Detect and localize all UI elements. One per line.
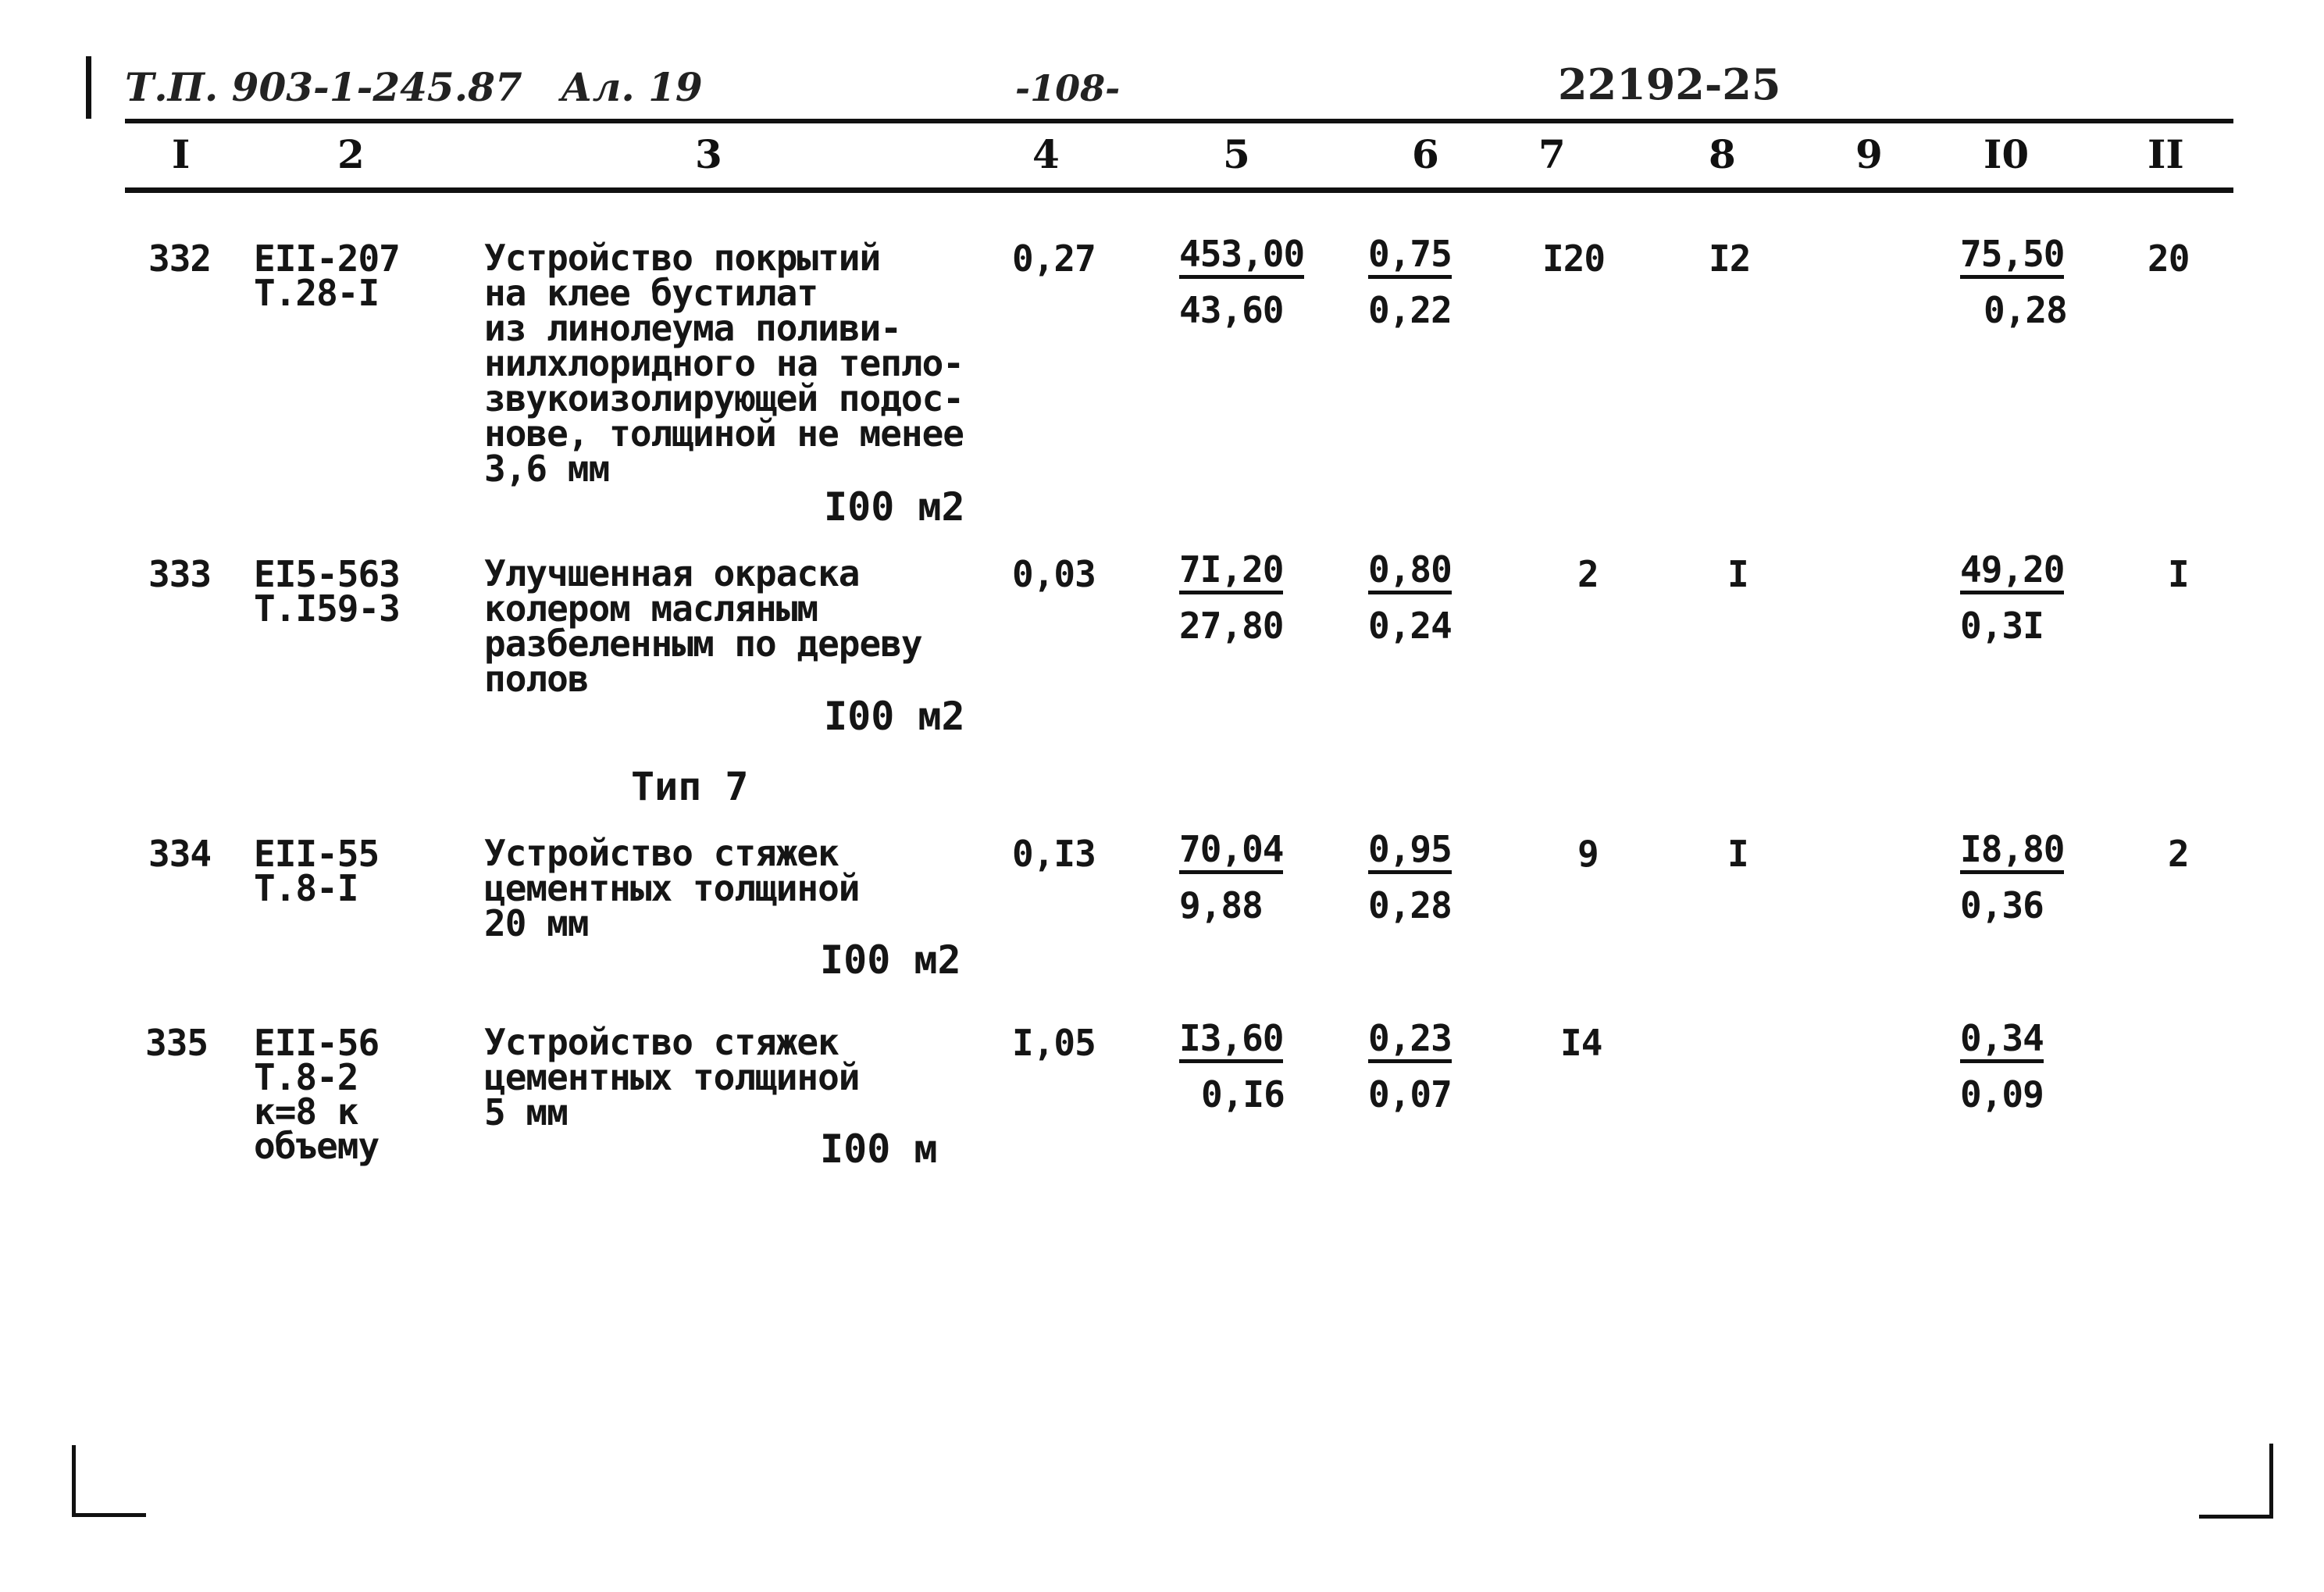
col11-value: 2 — [2168, 833, 2189, 875]
col8-value: I — [1727, 833, 1748, 875]
col-header-9: 9 — [1855, 131, 1883, 177]
norm-table: Т.8-2 — [254, 1056, 358, 1098]
col-header-4: 4 — [1032, 131, 1060, 177]
col5-denominator: 27,80 — [1179, 605, 1284, 647]
col5-denominator: 9,88 — [1179, 884, 1263, 926]
col10-numerator: 0,34 — [1960, 1020, 2044, 1063]
header-top-rule — [125, 119, 2233, 123]
col6-value — [1368, 548, 1452, 594]
col5-numerator: I3,60 — [1179, 1020, 1283, 1063]
col5-denominator: 0,I6 — [1201, 1073, 1285, 1115]
col5-value — [1179, 233, 1305, 279]
quantity: 0,27 — [1012, 237, 1096, 280]
col5-value — [1179, 548, 1284, 594]
norm-code: EII-56 — [254, 1022, 380, 1064]
col6-value — [1368, 1017, 1452, 1063]
col11-value: I — [2168, 553, 2189, 595]
col8-value: I2 — [1709, 237, 1751, 280]
col-header-1: I — [172, 131, 191, 177]
col7-value: I4 — [1560, 1022, 1602, 1064]
measure-unit: I00 м2 — [820, 937, 961, 983]
col-header-3: 3 — [695, 131, 722, 177]
norm-table: Т.28-I — [254, 272, 380, 314]
col8-value: I — [1727, 553, 1748, 595]
norm-code: EII-55 — [254, 833, 380, 875]
work-description: Улучшенная окраска колером масляным разбеленным по дереву полов — [484, 552, 922, 700]
col10-numerator: 49,20 — [1960, 551, 2064, 594]
col10-denominator: 0,36 — [1960, 884, 2044, 926]
work-description: Устройство стяжек цементных толщиной 20 мм — [484, 832, 860, 944]
col5-denominator: 43,60 — [1179, 289, 1284, 331]
col-header-8: 8 — [1709, 131, 1736, 177]
row-number: 333 — [148, 553, 212, 595]
col10-value — [1960, 1017, 2044, 1063]
corner-mark-bottom-right-vertical — [2269, 1444, 2273, 1519]
col6-denominator: 0,22 — [1368, 289, 1452, 331]
col10-denominator: 0,09 — [1960, 1073, 2044, 1115]
col-header-5: 5 — [1223, 131, 1250, 177]
col-header-6: 6 — [1412, 131, 1439, 177]
measure-unit: I00 м2 — [824, 694, 965, 739]
quantity: 0,03 — [1012, 553, 1096, 595]
col6-numerator: 0,23 — [1368, 1020, 1452, 1063]
work-description: Устройство стяжек цементных толщиной 5 мм — [484, 1021, 860, 1133]
col6-value — [1368, 233, 1452, 279]
work-description: Устройство покрытий на клее бустилат из линолеума поливи- нилхлоридного на тепло- звукоизолирующей подос- нове, толщиной не менее 3,6 мм — [484, 237, 964, 490]
col5-numerator: 7I,20 — [1179, 551, 1283, 594]
col10-value — [1960, 233, 2065, 279]
col5-numerator: 70,04 — [1179, 831, 1283, 874]
quantity: I,05 — [1012, 1022, 1096, 1064]
col6-denominator: 0,28 — [1368, 884, 1452, 926]
col7-value: 9 — [1577, 833, 1599, 875]
col5-value — [1179, 828, 1284, 874]
col5-numerator: 453,00 — [1179, 236, 1304, 279]
col10-numerator: 75,50 — [1960, 236, 2064, 279]
corner-mark-bottom-left-horizontal — [72, 1513, 146, 1517]
col6-numerator: 0,95 — [1368, 831, 1452, 874]
album-number: Ал. 19 — [561, 64, 703, 110]
col-header-2: 2 — [337, 131, 365, 177]
norm-code: EI5-563 — [254, 553, 400, 595]
col5-value — [1179, 1017, 1284, 1063]
document-reference: Т.П. 903-1-245.87 — [125, 64, 522, 110]
measure-unit: I00 м2 — [824, 484, 965, 530]
norm-table: Т.I59-3 — [254, 587, 400, 630]
col6-numerator: 0,80 — [1368, 551, 1452, 594]
col11-value: 20 — [2148, 237, 2190, 280]
col6-denominator: 0,07 — [1368, 1073, 1452, 1115]
col10-denominator: 0,3I — [1960, 605, 2044, 647]
page-number: -108- — [1015, 67, 1121, 109]
quantity: 0,I3 — [1012, 833, 1096, 875]
coefficient: к=8 к — [254, 1090, 358, 1133]
norm-table: Т.8-I — [254, 867, 358, 909]
col7-value: 2 — [1577, 553, 1599, 595]
col-header-11: II — [2148, 131, 2184, 177]
col7-value: I20 — [1542, 237, 1606, 280]
col10-denominator: 0,28 — [1984, 289, 2067, 331]
document-code: 22192-25 — [1558, 59, 1781, 109]
coefficient-note: объему — [254, 1125, 380, 1167]
col10-value — [1960, 548, 2065, 594]
col-header-7: 7 — [1538, 131, 1566, 177]
corner-mark-bottom-left-vertical — [72, 1445, 76, 1517]
norm-code: EII-207 — [254, 237, 400, 280]
col6-denominator: 0,24 — [1368, 605, 1452, 647]
corner-mark-bottom-right-horizontal — [2199, 1515, 2273, 1519]
row-number: 335 — [145, 1022, 209, 1064]
row-number: 332 — [148, 237, 212, 280]
left-margin-mark — [86, 56, 91, 119]
col-header-10: I0 — [1984, 131, 2030, 177]
row-number: 334 — [148, 833, 212, 875]
section-heading: Тип 7 — [631, 764, 749, 809]
measure-unit: I00 м — [820, 1126, 938, 1172]
col6-numerator: 0,75 — [1368, 236, 1452, 279]
col10-numerator: I8,80 — [1960, 831, 2064, 874]
col6-value — [1368, 828, 1452, 874]
col10-value — [1960, 828, 2065, 874]
header-bottom-rule — [125, 187, 2233, 193]
